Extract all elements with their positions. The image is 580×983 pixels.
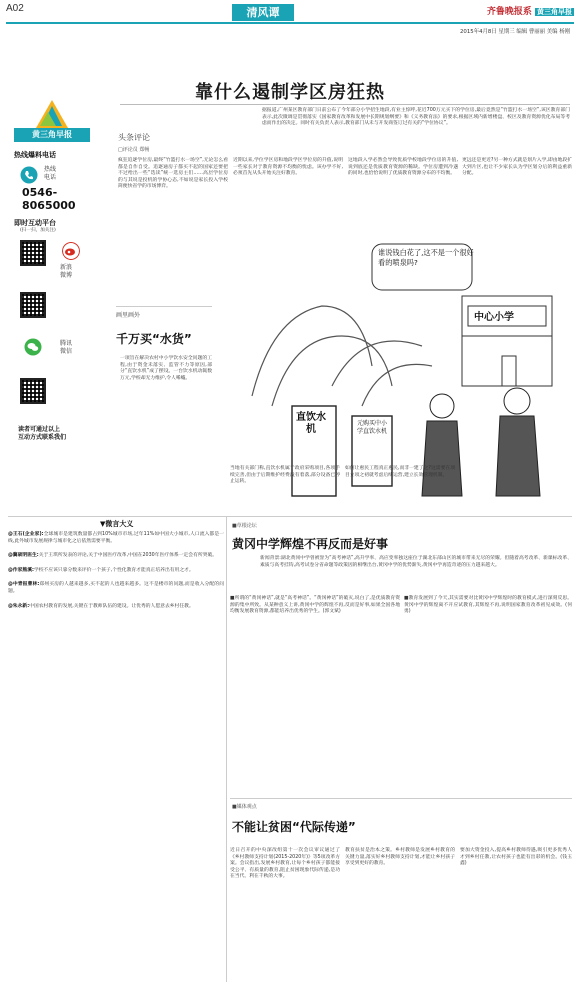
article2-column-1: ■所谓的“黄冈神话”,就是“高考神话”。“黄冈神话”的破灭,说白了,是优质教育资源的集中所致。从某种意义上讲,黄冈中学的辉煌不再,反而是好事,如果全国各地均衡发展教育资源,都能培养出优秀的学生。(郭文斌) — [230, 596, 400, 615]
hotline-label: 热线 电话 — [44, 166, 57, 181]
hotline-title: 热线爆料电话 — [14, 151, 56, 159]
cartoon-caption: 一项旨在解决农村中小学饮水安全问题的工程,由于资金未落实、监管不力等原因,部分“直饮水机”成了摆设。一台饮水机动辄数万元,学校却无力维护,令人唏嘘。 — [120, 356, 212, 381]
article3-column-2: 教育扶贫是治本之策。乡村教师是发展乡村教育的关键力量,落实好乡村教师支持计划,才能让乡村孩子享受到更好的教育。 — [345, 848, 455, 867]
article3-title: 不能让贫困“代际传递” — [232, 820, 356, 834]
article2-title: 黄冈中学辉煌不再反而是好事 — [232, 537, 389, 551]
weibo-column — [8, 532, 224, 618]
article2-column-2: ■教育发展到了今天,其实需要对比黄冈中学辉煌时的教育模式,进行深刻反思。黄冈中学的辉煌离不开应试教育,其辉煌不再,说明国家教育改革初见成效。(何勇) — [404, 596, 572, 615]
body-column-1: 疯狂追逐学位房,最终“竹篮打水一场空”,无论怎么看都是自作自受。追逐通房子都买不起的国家还要把不过给出一些“选读”统一选房主们……高层学位房的与其说是投机的学协心态,不如说是家长投入学校简便快省学的市场博弈。 — [118, 158, 228, 190]
body-column-3: 这地段入学必然会导致优质学校地段学位房的升值,说到底还是优质教育资源的稀缺。学位房遭到冷遇的同时,也恰恰说明了优质教育资源分布的不均衡。 — [348, 158, 458, 177]
headline-rule — [120, 104, 570, 105]
weibo-icon — [62, 242, 80, 260]
body-column-4: 更远还是更近?另一种方式就是划片入学,即由地段扩大到片区,也让不少家长认为学区划分后的利益重新分配。 — [462, 158, 572, 177]
weibo-entry: @作家熊溪:学校不应该只靠分数来评价一个孩子,个性化教育才能真正培养出有用之才。 — [8, 567, 194, 573]
headline: 靠什么遏制学区房狂热 — [195, 82, 385, 103]
cartoon-board-label: 元购买中小学直饮水机 — [356, 420, 387, 435]
cartoon-title: 千万买“水货” — [116, 332, 192, 346]
article3-column-1: 近日召开的中央深改组第十一次会议审议通过了《乡村教师支持计划(2015-2020年)》等5项改革方案。会议指出,发展乡村教育,让每个乡村孩子都能接受公平、有质量的教育,阻止贫困现象代际传递,是功在当代、利在千秋的大事。 — [230, 848, 340, 880]
divider — [8, 516, 572, 517]
masthead-chip: 黄三角早报 — [537, 8, 572, 16]
sidebar-footer: 读者可通过以上 互动方式联系我们 — [18, 426, 67, 441]
page-number: A02 — [6, 3, 24, 14]
weibo-column-header: ▼微言大义 — [100, 520, 134, 528]
divider — [226, 516, 227, 982]
divider — [230, 798, 572, 799]
weibo-qr-code[interactable] — [20, 240, 46, 266]
lead-paragraph: 据报道,广州某区教育部门日前公布了今年部分小学招生地段,有业主惊呼,花近700万元买下的学位房,最后竟然是“竹篮打水一场空”,该区教育部门表示,此次微调是贯彻落实《国家教育改革和发展中长期规划纲要》和《义务教育法》的要求,根据区域内新增楼盘、校区及教育资源优化布局等考虑而作出的决定。同时有关负责人表示,教育部门从未与开发商签订过有关的“学位协议”。 — [262, 108, 570, 127]
article2-section: ■草根论坛 — [232, 523, 257, 529]
weibo-entry: @王石(企业家):全球城市是建筑数量都占到10%城市市场,过年11%如中国大小城市,人口流入都是一线,此外城市发展规律与城市化之后依然需要平衡。 — [8, 532, 224, 544]
hotline-number: 0546-8065000 — [22, 186, 76, 212]
cartoon-section: 画里画外 — [116, 312, 141, 319]
section-title: 清风谭 — [232, 4, 294, 21]
byline: □评论员 郑畅 — [118, 147, 150, 153]
cartoon-school-sign: 中心小学 — [474, 312, 514, 323]
wechat-label: 腾讯 微信 — [60, 340, 73, 355]
weibo-qr-code-2[interactable] — [20, 292, 46, 318]
wechat-qr-code[interactable] — [20, 378, 46, 404]
weibo-entry: @中青报曹林:郑州买房的人越来越多,买不起的人也越来越多。这不是楼市的问题,而是收入分配的问题。 — [8, 582, 224, 594]
masthead — [487, 4, 574, 18]
brand-name: 黄三角早报 — [14, 128, 90, 142]
cartoon-speech: 谁说钱白花了,这不是一个很好看的喷泉吗? — [378, 248, 474, 267]
cartoon-body-2: 如何让惠民工程真正惠民,而非一建了之?这需要在项目立项之初就考虑后续运营,建立长效管理机制。 — [345, 466, 455, 478]
divider — [116, 306, 212, 307]
wechat-icon — [24, 338, 42, 356]
article2-lead: 新闻背景:湖北黄冈中学曾被誉为“高考神话”,高升学率、高应变率独这座位于湖北东部山区的城市带来无尽的荣耀。但随着高考改革、新课标改革、素质与高考挂钩,高考试卷分省命题等政策因的相继出台,黄冈中学的优势渐失,黄冈中学再造奇迹的压力越来越大。 — [260, 556, 572, 568]
column-name: 头条评论 — [118, 133, 150, 142]
interact-title: 即时互动平台 — [14, 219, 56, 227]
header-rule — [6, 22, 574, 24]
article3-column-3: 要加大资金投入,提高乡村教师待遇,吸引更多优秀人才到乡村任教,让农村孩子也能有出彩的机会。(钱玉鑫) — [460, 848, 572, 867]
body-column-2: 近期以来,学位学区房和地段学区学位房的升值,说明一些家长对于教育资源不均衡的忧虑。该办学不好,必须首先从头开始关注好教育。 — [233, 158, 343, 177]
masthead-name: 齐鲁晚报系 — [486, 7, 532, 17]
cartoon-machine-label: 直饮水机 — [296, 412, 326, 435]
weibo-entry: @冀硕明医生:关于王琪所发表的评论,关于中国医疗改革,中国在2030年医疗体系一定会有所突破。 — [8, 553, 218, 559]
cartoon-body-1: 当地有关部门称,直饮水机属于政府采购项目,各项手续完善,但由于后期维护经费没有着落,部分设备已停止运转。 — [230, 466, 340, 485]
interact-subtitle: (扫一扫，加关注) — [20, 228, 56, 233]
article3-section: ■媒体观点 — [232, 804, 257, 810]
dateline: 2015年4月8日 星期三 编辑 曹丽丽 美编 杨刚 — [459, 29, 570, 35]
weibo-label: 新浪 微博 — [60, 264, 73, 279]
weibo-entry: @朱永新:中国农村教育的发展,关键在于教师队伍的建设。让优秀的人愿意去乡村任教。 — [8, 603, 194, 609]
phone-icon — [20, 166, 38, 184]
